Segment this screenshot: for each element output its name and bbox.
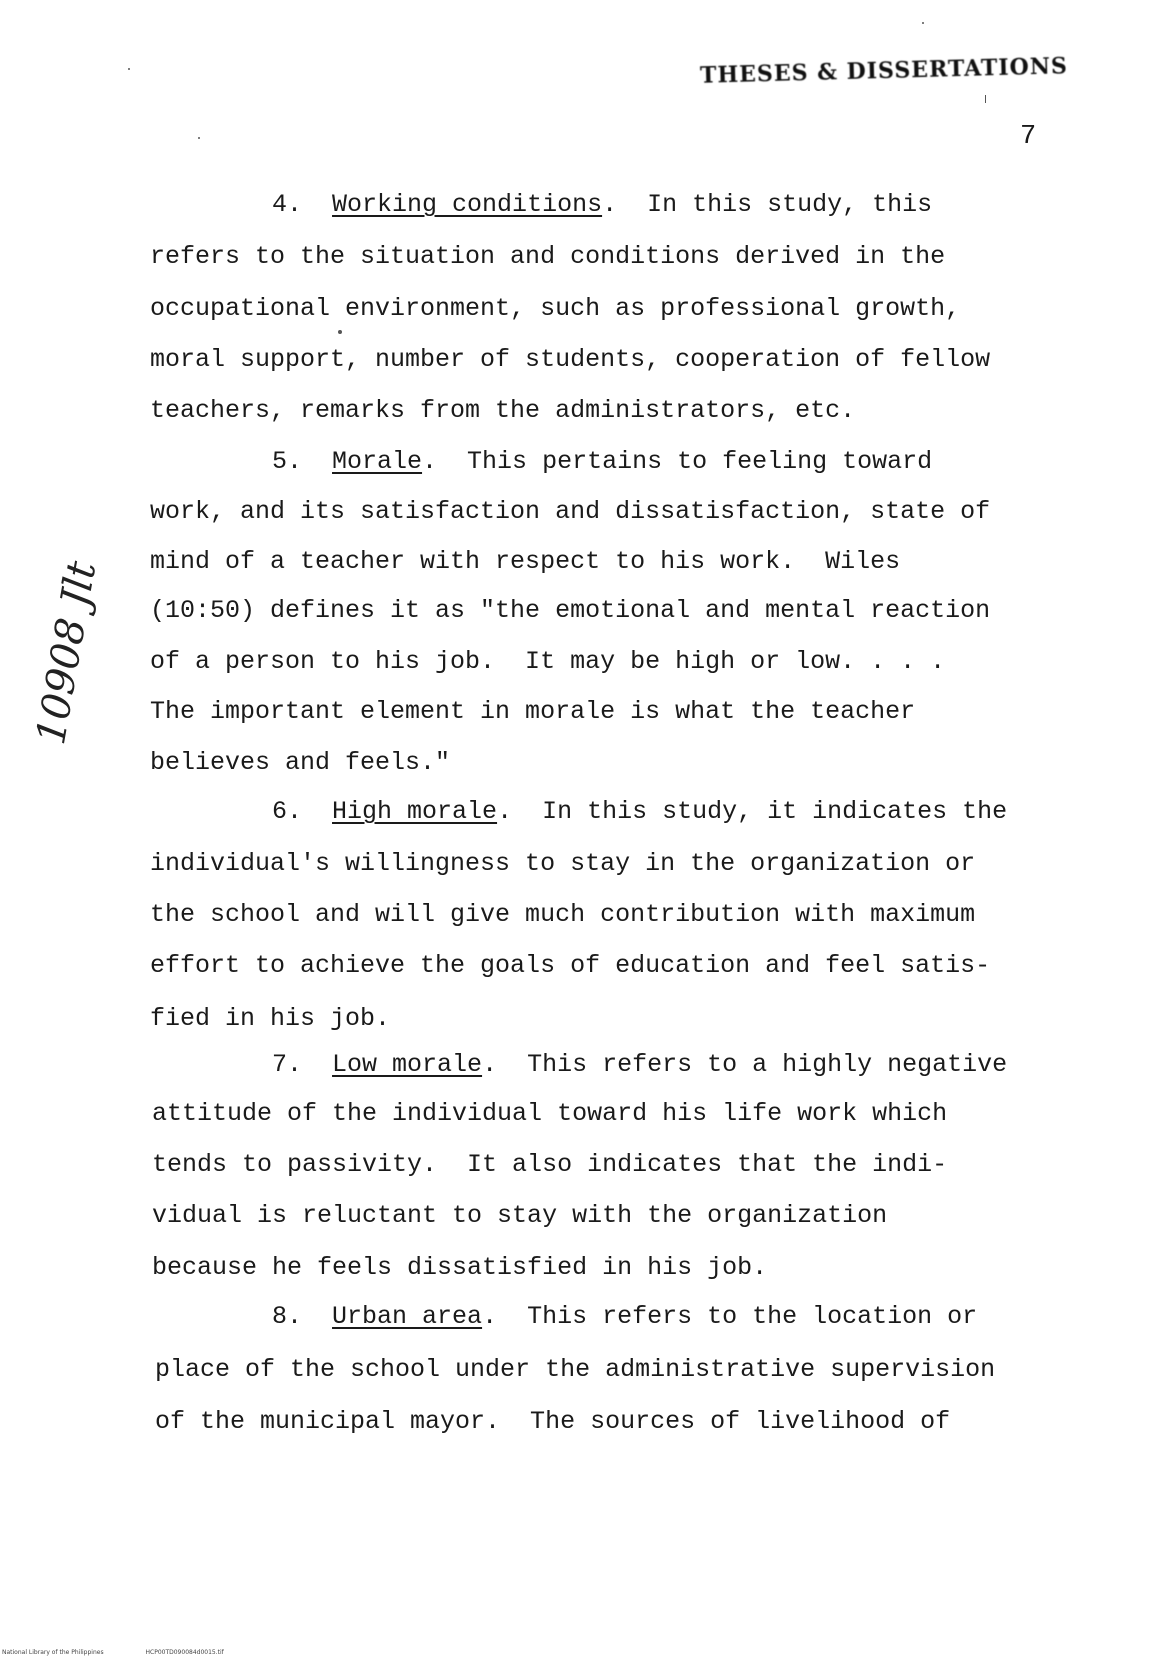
footer-file-id: HCP00TD090084d0015.tif xyxy=(145,1649,224,1656)
item-5-line-1 xyxy=(272,447,932,477)
item-6-line-1-rest: . In this study, it indicates the xyxy=(497,797,1008,826)
item-5-line: The important element in morale is what the teacher xyxy=(150,697,916,726)
scan-speck xyxy=(338,330,342,334)
scan-speck xyxy=(128,68,130,70)
footer-library: National Library of the Philippines xyxy=(2,1649,104,1656)
item-5-line: mind of a teacher with respect to his work. Wiles xyxy=(150,547,901,576)
item-6-line: fied in his job. xyxy=(150,1004,391,1033)
item-4-line-1 xyxy=(272,190,932,220)
item-7-line: because he feels dissatisfied in his job. xyxy=(152,1253,768,1282)
item-6-line: effort to achieve the goals of education and feel satis- xyxy=(150,951,991,980)
item-5-number: 5. xyxy=(272,447,303,476)
scan-footer xyxy=(2,1649,264,1656)
scan-speck xyxy=(985,95,986,103)
item-7-line: vidual is reluctant to stay with the organization xyxy=(152,1201,888,1230)
item-4-line: refers to the situation and conditions derived in the xyxy=(150,242,946,271)
item-5-line: (10:50) defines it as "the emotional and mental reaction xyxy=(150,596,991,625)
item-5-term: Morale xyxy=(332,447,423,476)
item-6-line: individual's willingness to stay in the organization or xyxy=(150,849,976,878)
item-8-line: place of the school under the administrative supervision xyxy=(155,1355,996,1384)
item-8-line: of the municipal mayor. The sources of livelihood of xyxy=(155,1407,951,1436)
item-6-number: 6. xyxy=(272,797,303,826)
item-6-term: High morale xyxy=(332,797,498,826)
archive-stamp: THESES & DISSERTATIONS xyxy=(699,53,1069,89)
item-7-term: Low morale xyxy=(332,1050,483,1079)
item-5-line: of a person to his job. It may be high or low. . . . xyxy=(150,647,946,676)
item-7-line-1 xyxy=(272,1050,1007,1080)
item-7-line-1-rest: . This refers to a highly negative xyxy=(482,1050,1008,1079)
page-number: 7 xyxy=(1020,122,1037,152)
handwritten-margin-note: 10908 Jlt xyxy=(28,557,106,748)
item-4-line: teachers, remarks from the administrators, etc. xyxy=(150,396,856,425)
scan-speck xyxy=(922,22,924,24)
item-4-term: Working conditions xyxy=(332,190,603,219)
item-8-number: 8. xyxy=(272,1302,303,1331)
item-8-line-1 xyxy=(272,1302,977,1332)
item-6-line-1 xyxy=(272,797,1007,827)
item-7-line: tends to passivity. It also indicates that the indi- xyxy=(152,1150,948,1179)
item-5-line: work, and its satisfaction and dissatisfaction, state of xyxy=(150,497,991,526)
item-5-line-1-rest: . This pertains to feeling toward xyxy=(422,447,933,476)
item-5-line: believes and feels." xyxy=(150,748,451,777)
item-7-number: 7. xyxy=(272,1050,303,1079)
item-6-line: the school and will give much contribution with maximum xyxy=(150,900,976,929)
item-7-line: attitude of the individual toward his life work which xyxy=(152,1099,948,1128)
item-4-line: moral support, number of students, cooperation of fellow xyxy=(150,345,991,374)
item-4-line-1-rest: . In this study, this xyxy=(602,190,933,219)
item-4-number: 4. xyxy=(272,190,303,219)
item-8-line-1-rest: . This refers to the location or xyxy=(482,1302,978,1331)
item-4-line: occupational environment, such as professional growth, xyxy=(150,294,961,323)
item-8-term: Urban area xyxy=(332,1302,483,1331)
scan-speck xyxy=(198,137,200,139)
